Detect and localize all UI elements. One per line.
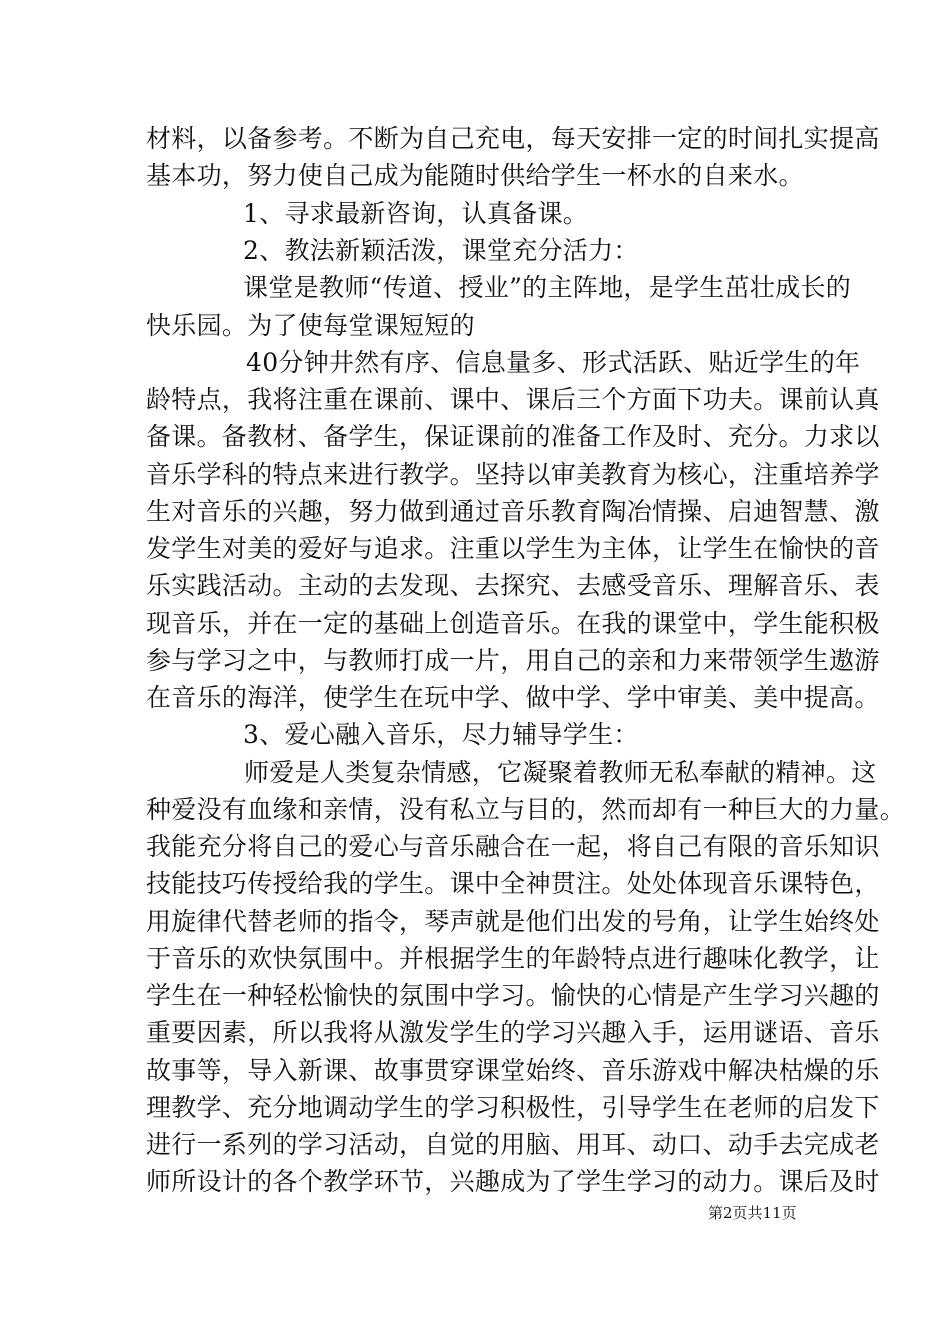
text-line: 音乐学科的特点来进行教学。坚持以审美教育为核心，注重培养学 [146, 460, 880, 489]
text-line: 材料，以备参考。不断为自己充电，每天安排一定的时间扎实提高 [146, 124, 880, 153]
text-line: 备课。备教材、备学生，保证课前的准备工作及时、充分。力求以 [146, 422, 880, 451]
text-line: 基本功，努力使自己成为能随时供给学生一杯水的自来水。 [146, 161, 804, 190]
page-number: 第2页共11页 [708, 1204, 797, 1222]
text-line: 师所设计的各个教学环节，兴趣成为了学生学习的动力。课后及时 [146, 1167, 880, 1196]
text-line: 用旋律代替老师的指令，琴声就是他们出发的号角，让学生始终处 [146, 907, 880, 936]
text-line: 课堂是教师“传道、授业”的主阵地，是学生茁壮成长的 [243, 273, 852, 302]
text-line: 生对音乐的兴趣，努力做到通过音乐教育陶冶情操、启迪智慧、激 [146, 497, 880, 526]
text-line: 技能技巧传授给我的学生。课中全神贯注。处处体现音乐课特色， [146, 869, 880, 898]
list-heading-3: 3、爱心融入音乐，尽力辅导学生： [243, 720, 639, 749]
text-line: 现音乐，并在一定的基础上创造音乐。在我的课堂中，学生能积极 [146, 609, 880, 638]
text-line: 40分钟井然有序、信息量多、形式活跃、贴近学生的年 [246, 348, 861, 377]
text-line: 我能充分将自己的爱心与音乐融合在一起，将自己有限的音乐知识 [146, 832, 880, 861]
text-line: 于音乐的欢快氛围中。并根据学生的年龄特点进行趣味化教学，让 [146, 944, 880, 973]
text-line: 师爱是人类复杂情感，它凝聚着教师无私奉献的精神。这 [244, 758, 877, 787]
list-heading-1: 1、寻求最新咨询，认真备课。 [243, 199, 589, 228]
text-line: 故事等，导入新课、故事贯穿课堂始终、音乐游戏中解决枯燥的乐 [146, 1056, 880, 1085]
text-line: 种爱没有血缘和亲情，没有私立与目的，然而却有一种巨大的力量。 [146, 795, 906, 824]
text-line: 乐实践活动。主动的去发现、去探究、去感受音乐、理解音乐、表 [146, 571, 880, 600]
text-line: 快乐园。为了使每堂课短短的 [146, 311, 475, 340]
text-line: 进行一系列的学习活动，自觉的用脑、用耳、动口、动手去完成老 [146, 1130, 880, 1159]
text-line: 参与学习之中，与教师打成一片，用自己的亲和力来带领学生遨游 [146, 646, 880, 675]
text-line: 理教学、充分地调动学生的学习积极性，引导学生在老师的启发下 [146, 1093, 880, 1122]
text-line: 在音乐的海洋，使学生在玩中学、做中学、学中审美、美中提高。 [146, 683, 880, 712]
text-line: 重要因素，所以我将从激发学生的学习兴趣入手，运用谜语、音乐 [146, 1018, 880, 1047]
text-line: 龄特点，我将注重在课前、课中、课后三个方面下功夫。课前认真 [146, 385, 880, 414]
list-heading-2: 2、教法新颖活泼，课堂充分活力： [243, 236, 639, 265]
text-line: 发学生对美的爱好与追求。注重以学生为主体，让学生在愉快的音 [146, 534, 880, 563]
text-line: 学生在一种轻松愉快的氛围中学习。愉快的心情是产生学习兴趣的 [146, 981, 880, 1010]
